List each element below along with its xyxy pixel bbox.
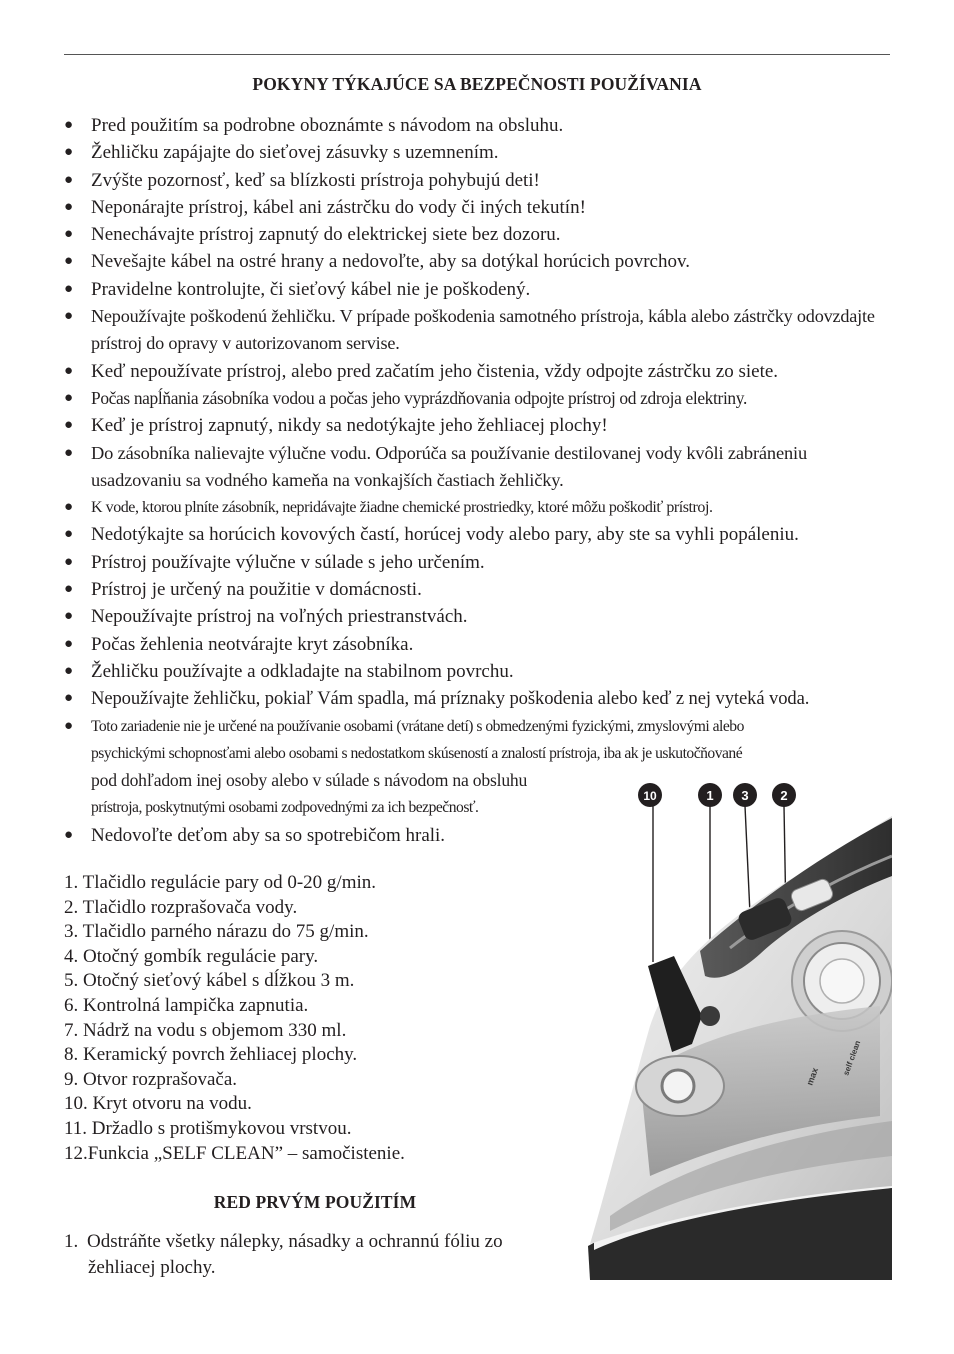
- parts-item: 9. Otvor rozprašovača.: [64, 1068, 238, 1090]
- parts-item: 7. Nádrž na vodu s objemom 330 ml.: [64, 1019, 347, 1041]
- svg-text:10: 10: [643, 789, 657, 803]
- safety-item: ● Žehličku používajte a odkladajte na stabilnom povrchu.: [64, 658, 894, 685]
- safety-item: ● Pravidelne kontrolujte, či sieťový kábel nie je poškodený.: [64, 276, 894, 303]
- safety-item: ● Nevešajte kábel na ostré hrany a nedovoľte, aby sa dotýkal horúcich povrchov.: [64, 248, 894, 275]
- parts-item: 3. Tlačidlo parného nárazu do 75 g/min.: [64, 921, 369, 943]
- first-use-item: [64, 1229, 566, 1281]
- callout-1: [698, 783, 722, 807]
- bullet-icon: ●: [64, 226, 74, 243]
- parts-item: 10. Kryt otvoru na vodu.: [64, 1093, 252, 1115]
- safety-item: ● Nedovoľte deťom aby sa so spotrebičom hrali.: [64, 822, 894, 849]
- safety-item: ● Neponárajte prístroj, kábel ani zástrčku do vody či iných tekutín!: [64, 194, 894, 221]
- safety-item-line: pod dohľadom inej osoby alebo v súlade s návodom na obsluhu: [91, 770, 528, 791]
- self-clean-label: self clean: [841, 1039, 863, 1077]
- parts-item: 5. Otočný sieťový kábel s dĺžkou 3 m.: [64, 970, 355, 992]
- safety-item: ● Nepoužívajte žehličku, pokiaľ Vám spadla, má príznaky poškodenia alebo keď z nej vyteká voda.: [64, 685, 894, 712]
- safety-item: ● Počas žehlenia neotvárajte kryt zásobníka.: [64, 631, 894, 658]
- safety-item: ● Zvýšte pozornosť, keď sa blízkosti prístroja pohybujú deti!: [64, 167, 894, 194]
- bullet-icon: ●: [64, 198, 74, 215]
- spray-nozzle: [662, 1070, 694, 1102]
- safety-item: ● Keď nepoužívate prístroj, alebo pred začatím jeho čistenia, vždy odpojte zástrčku zo siete.: [64, 358, 894, 385]
- callout-10: [638, 783, 662, 807]
- safety-item: ● Počas napĺňania zásobníka vodou a počas jeho vyprázdňovania odpojte prístroj od zdroja elektriny.: [64, 385, 894, 412]
- safety-item: ● Pred použitím sa podrobne oboznámte s návodom na obsluhu.: [64, 112, 894, 139]
- svg-text:3: 3: [741, 788, 749, 803]
- parts-item: 4. Otočný gombík regulácie pary.: [64, 945, 319, 967]
- parts-item: 8. Keramický povrch žehliacej plochy.: [64, 1044, 358, 1066]
- safety-item: ● Nepoužívajte poškodenú žehličku. V prípade poškodenia samotného prístroja, kábla alebo zástrčky odovzdajte prístroj do opravy v autorizovanom servise.: [64, 303, 894, 358]
- steam-dial-center: [820, 959, 864, 1003]
- safety-item: ● Prístroj používajte výlučne v súlade s jeho určením.: [64, 549, 894, 576]
- parts-item: 1. Tlačidlo regulácie pary od 0-20 g/min.: [64, 872, 377, 893]
- bullet-icon: ●: [64, 444, 73, 461]
- safety-heading: POKYNY TÝKAJÚCE SA BEZPEČNOSTI POUŽÍVANIA: [252, 74, 702, 94]
- bullet-icon: ●: [64, 308, 73, 325]
- callout-2: [772, 783, 796, 807]
- bullet-icon: ●: [64, 144, 74, 161]
- safety-item: ● Nedotýkajte sa horúcich kovových častí, horúcej vody alebo pary, aby ste sa vyhli popáleniu.: [64, 521, 894, 548]
- safety-item: ● Keď je prístroj zapnutý, nikdy sa nedotýkajte jeho žehliacej plochy!: [64, 412, 894, 439]
- callout-3: [733, 783, 757, 807]
- svg-text:2: 2: [780, 788, 788, 803]
- safety-item-line: Toto zariadenie nie je určené na používanie osobami (vrátane detí) s obmedzenými fyzickými, zmyslovými alebo: [91, 717, 744, 735]
- bullet-icon: ●: [64, 553, 74, 570]
- bullet-icon: ●: [64, 253, 74, 270]
- bullet-icon: ●: [64, 662, 74, 679]
- bullet-icon: ●: [64, 526, 74, 543]
- bullet-icon: ●: [64, 826, 74, 843]
- safety-item: ● Nenechávajte prístroj zapnutý do elektrickej siete bez dozoru.: [64, 221, 894, 248]
- parts-item: 2. Tlačidlo rozprašovača vody.: [64, 896, 298, 918]
- max-label: max: [804, 1066, 821, 1087]
- first-use-heading: RED PRVÝM POUŽITÍM: [213, 1192, 417, 1212]
- iron-illustration: [580, 776, 892, 1280]
- parts-list: [64, 871, 405, 1166]
- safety-item: ● Nepoužívajte prístroj na voľných priestranstvách.: [64, 603, 894, 630]
- safety-item-line: psychickými schopnosťami alebo osobami s nedostatkom skúseností a znalostí prístroja, iba ak je uskutočňované: [91, 744, 743, 762]
- bullet-icon: ●: [64, 280, 74, 297]
- safety-item-line: prístroja, poskytnutými osobami zodpovednými za ich bezpečnosť.: [91, 799, 479, 817]
- parts-item: 6. Kontrolná lampička zapnutia.: [64, 994, 309, 1016]
- parts-item: 12.Funkcia „SELF CLEAN” – samočistenie.: [64, 1142, 405, 1164]
- first-use-text: Odstráňte všetky nálepky, násadky a ochrannú fóliu zo: [87, 1231, 503, 1252]
- safety-item: ● Do zásobníka nalievajte výlučne vodu. Odporúča sa používanie destilovanej vody kvôli zabráneniu usadzovaniu sa vodného kameňa na vonkajších častiach žehličky.: [64, 440, 894, 495]
- bullet-icon: ●: [64, 117, 74, 133]
- safety-item: ● K vode, ktorou plníte zásobník, nepridávajte žiadne chemické prostriedky, ktoré môžu poškodiť prístroj.: [64, 494, 894, 521]
- bullet-icon: ●: [64, 389, 73, 406]
- steam-control-knob: [700, 1006, 720, 1026]
- parts-item: 11. Držadlo s protišmykovou vrstvou.: [64, 1117, 352, 1139]
- bullet-icon: ●: [64, 635, 74, 652]
- first-use-text-cont: žehliacej plochy.: [88, 1257, 216, 1278]
- bullet-icon: ●: [64, 581, 74, 598]
- bullet-icon: ●: [64, 717, 73, 734]
- bullet-icon: ●: [64, 608, 74, 625]
- safety-item: ● Prístroj je určený na použitie v domácnosti.: [64, 576, 894, 603]
- bullet-icon: ●: [64, 499, 73, 516]
- safety-item: ● Žehličku zapájajte do sieťovej zásuvky s uzemnením.: [64, 139, 894, 166]
- bullet-icon: ●: [64, 171, 74, 188]
- safety-list: [64, 112, 894, 849]
- svg-text:1: 1: [706, 788, 714, 803]
- bullet-icon: ●: [64, 362, 74, 379]
- bullet-icon: ●: [64, 690, 73, 707]
- first-use-number: 1.: [64, 1231, 79, 1252]
- top-rule: [64, 54, 890, 55]
- leader-line: [745, 806, 750, 914]
- bullet-icon: ●: [64, 417, 74, 434]
